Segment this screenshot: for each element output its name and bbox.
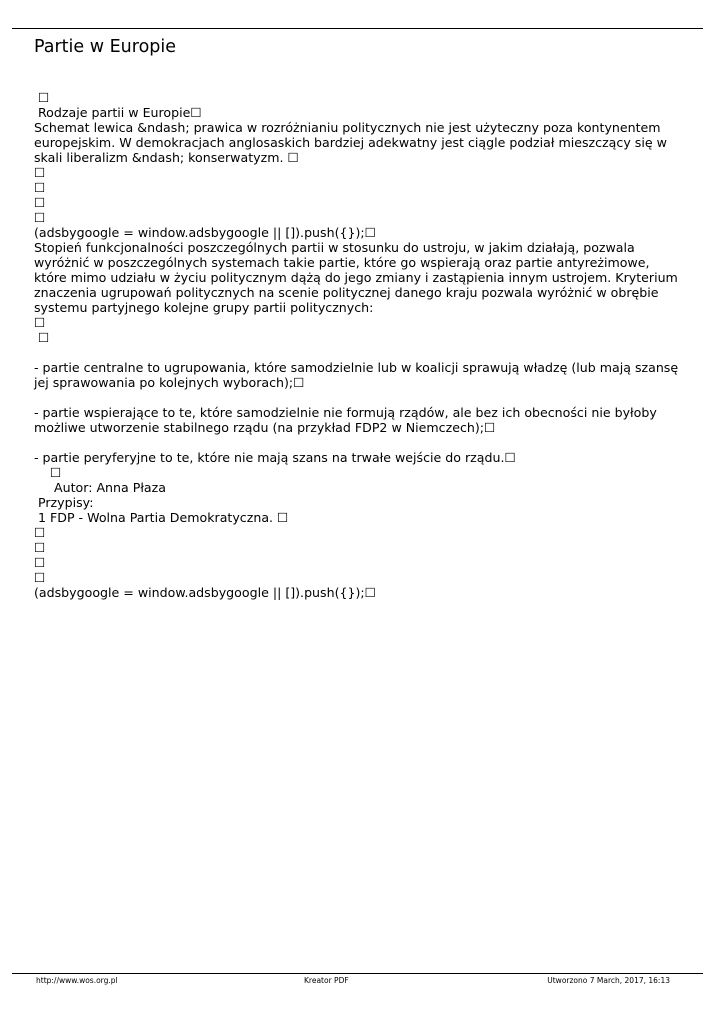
article-body xyxy=(34,90,682,600)
ad-script-text: (adsbygoogle = window.adsbygoogle || []).push({});☐ xyxy=(34,225,376,240)
placeholder-box: ☐ xyxy=(34,540,46,555)
placeholder-box: ☐ xyxy=(34,210,46,225)
placeholder-box: ☐ xyxy=(34,525,46,540)
paragraph-classification: Stopień funkcjonalności poszczególnych partii w stosunku do ustroju, w jakim działają, pozwala wyróżnić w poszczególnych systemach takie partie, które go wspierają oraz partie antyreżimowe, które mimo udziału w życiu politycznym dążą do jego zmiany i zastąpienia innym ustrojem. Kryterium znaczenia ugrupowań politycznych na scenie politycznej danego kraju pozwala wyróżnić w obrębie systemu partyjnego kolejne grupy partii politycznych: xyxy=(34,240,678,315)
placeholder-box: ☐ xyxy=(34,195,46,210)
list-item-supporting: - partie wspierające to te, które samodzielnie nie formują rządów, ale bez ich obecności nie byłoby możliwe utworzenie stabilnego rządu (na przykład FDP2 w Niemczech);☐ xyxy=(34,405,657,435)
placeholder-box: ☐ xyxy=(34,315,46,330)
footer-created-date: Utworzono 7 March, 2017, 16:13 xyxy=(547,976,670,985)
footnote-item: 1 FDP - Wolna Partia Demokratyczna. ☐ xyxy=(38,510,289,525)
header-rule xyxy=(12,28,703,29)
footer-url-link[interactable]: http://www.wos.org.pl xyxy=(36,976,118,985)
page-title: Partie w Europie xyxy=(34,37,177,57)
footer-creator: Kreator PDF xyxy=(304,976,349,985)
author-line: Autor: Anna Płaza xyxy=(54,480,166,495)
placeholder-box: ☐ xyxy=(50,465,62,480)
ad-script-text: (adsbygoogle = window.adsbygoogle || []).push({});☐ xyxy=(34,585,376,600)
paragraph-intro: Schemat lewica &ndash; prawica w rozróżnianiu politycznych nie jest użyteczny poza kontynentem europejskim. W demokracjach anglosaskich bardziej adekwatny jest ciągle podział mieszczący się w skali liberalizm &ndash; konserwatyzm. ☐ xyxy=(34,120,667,165)
placeholder-box: ☐ xyxy=(34,165,46,180)
list-item-central: - partie centralne to ugrupowania, które samodzielnie lub w koalicji sprawują władzę (lub mają szansę jej sprawowania po kolejnych wyborach);☐ xyxy=(34,360,679,390)
footer-rule xyxy=(12,973,703,974)
article-subtitle: Rodzaje partii w Europie☐ xyxy=(38,105,202,120)
placeholder-box: ☐ xyxy=(34,570,46,585)
placeholder-box: ☐ xyxy=(34,555,46,570)
placeholder-box: ☐ xyxy=(38,90,50,105)
placeholder-box: ☐ xyxy=(38,330,50,345)
placeholder-box: ☐ xyxy=(34,180,46,195)
footnotes-heading: Przypisy: xyxy=(38,495,94,510)
list-item-peripheral: - partie peryferyjne to te, które nie mają szans na trwałe wejście do rządu.☐ xyxy=(34,450,516,465)
